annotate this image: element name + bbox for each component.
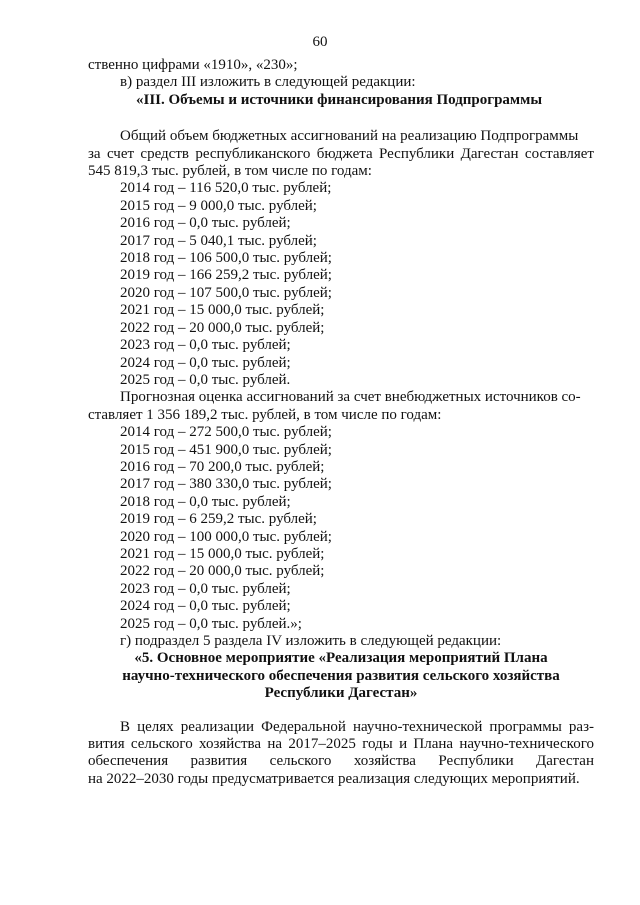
list-item: 2021 год – 15 000,0 тыс. рублей; (120, 545, 325, 562)
list-item: 2019 год – 166 259,2 тыс. рублей; (120, 267, 332, 284)
list-item: 2015 год – 451 900,0 тыс. рублей; (120, 441, 332, 458)
section-heading: Республики Дагестан» (264, 685, 418, 702)
paragraph-line: обеспечения развития сельского хозяйства Республики Дагестан (88, 753, 594, 770)
list-item: 2021 год – 15 000,0 тыс. рублей; (120, 302, 325, 319)
text-line: г) подраздел 5 раздела IV изложить в следующей редакции: (120, 633, 502, 649)
list-item: 2025 год – 0,0 тыс. рублей.»; (120, 615, 302, 632)
text-line: в) раздел III изложить в следующей редакции: (120, 74, 416, 91)
list-item: 2020 год – 107 500,0 тыс. рублей; (120, 284, 332, 301)
paragraph-line: ставляет 1 356 189,2 тыс. рублей, в том числе по годам: (88, 406, 442, 423)
list-item: 2022 год – 20 000,0 тыс. рублей; (120, 319, 325, 336)
list-item: 2020 год – 100 000,0 тыс. рублей; (120, 528, 332, 545)
paragraph-line: Общий объем бюджетных ассигнований на реализацию Подпрограммы (120, 128, 579, 145)
paragraph-line: 545 819,3 тыс. рублей, в том числе по годам: (88, 163, 372, 180)
paragraph-line: Прогнозная оценка ассигнований за счет внебюджетных источников со- (120, 389, 581, 406)
section-heading: «III. Объемы и источники финансирования Подпрограммы (136, 91, 543, 108)
list-item: 2024 год – 0,0 тыс. рублей; (120, 354, 291, 371)
list-item: 2025 год – 0,0 тыс. рублей. (120, 371, 291, 388)
paragraph-line: на 2022–2030 годы предусматривается реализация следующих мероприятий. (88, 770, 580, 787)
paragraph-line: за счет средств республиканского бюджета Республики Дагестан составляет (88, 145, 594, 162)
section-heading: «5. Основное мероприятие «Реализация мероприятий Плана (134, 650, 548, 667)
list-item: 2018 год – 0,0 тыс. рублей; (120, 493, 291, 510)
list-item: 2016 год – 70 200,0 тыс. рублей; (120, 458, 325, 475)
list-item: 2022 год – 20 000,0 тыс. рублей; (120, 563, 325, 580)
list-item: 2017 год – 5 040,1 тыс. рублей; (120, 232, 317, 249)
paragraph-line: вития сельского хозяйства на 2017–2025 годы и Плана научно-технического (88, 736, 594, 753)
list-item: 2018 год – 106 500,0 тыс. рублей; (120, 250, 332, 267)
list-item: 2016 год – 0,0 тыс. рублей; (120, 215, 291, 232)
list-item: 2017 год – 380 330,0 тыс. рублей; (120, 476, 332, 493)
section-heading: научно-технического обеспечения развития сельского хозяйства (122, 667, 560, 684)
list-item: 2024 год – 0,0 тыс. рублей; (120, 598, 291, 615)
document-body (88, 57, 594, 788)
paragraph-line: В целях реализации Федеральной научно-технической программы раз- (120, 718, 594, 735)
list-item: 2023 год – 0,0 тыс. рублей; (120, 580, 291, 597)
list-item: 2015 год – 9 000,0 тыс. рублей; (120, 197, 317, 214)
list-item: 2019 год – 6 259,2 тыс. рублей; (120, 511, 317, 528)
text-line: ственно цифрами «1910», «230»; (88, 57, 298, 73)
list-item: 2014 год – 116 520,0 тыс. рублей; (120, 180, 332, 197)
offbudget-year-list (88, 424, 594, 633)
list-item: 2014 год – 272 500,0 тыс. рублей; (120, 424, 332, 441)
budget-year-list (88, 180, 594, 389)
list-item: 2023 год – 0,0 тыс. рублей; (120, 337, 291, 354)
page-number: 60 (312, 34, 328, 50)
